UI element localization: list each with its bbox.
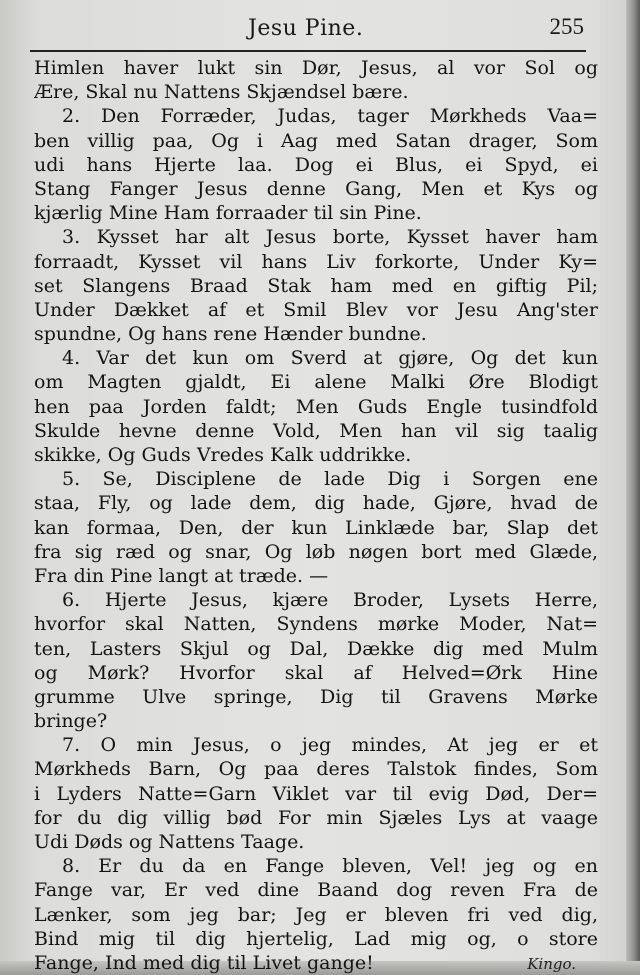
- text-line: Under Dækket af et Smil Blev vor Jesu Ang'ster: [34, 298, 598, 321]
- verse-start-line: 5. Se, Disciplene de lade Dig i Sorgen ene: [62, 468, 598, 491]
- text-line: Mørkheds Barn, Og paa deres Talstok findes, Som: [34, 758, 598, 781]
- text-line: Fange var, Er ved dine Baand dog reven Fra de: [34, 879, 598, 902]
- text-line: forraadt, Kysset vil hans Liv forkorte, Under Ky=: [34, 250, 598, 273]
- text-line: kan formaa, Den, der kun Linklæde bar, Slap det: [34, 516, 598, 539]
- verse-start-line: 2. Den Forræder, Judas, tager Mørkheds Vaa=: [62, 105, 598, 128]
- text-line: kjærlig Mine Ham forraader til sin Pine.: [34, 202, 422, 225]
- text-line: Ære, Skal nu Nattens Skjændsel bære.: [34, 81, 409, 104]
- text-line: bringe?: [34, 710, 108, 733]
- verse-start-line: 4. Var det kun om Sverd at gjøre, Og det kun: [62, 347, 598, 370]
- text-line: Stang Fanger Jesus denne Gang, Men et Kys og: [34, 177, 598, 200]
- text-line: set Slangens Braad Stak ham med en giftig Pil;: [34, 274, 598, 297]
- text-line: Udi Døds og Nattens Taage.: [34, 831, 305, 853]
- text-line: i Lyders Natte=Garn Viklet var til evig Død, Der=: [34, 782, 598, 805]
- text-line: hvorfor skal Natten, Syndens mørke Moder, Nat=: [34, 613, 598, 636]
- author-signature: Kingo.: [527, 954, 576, 973]
- text-line: Skulde hevne denne Vold, Men han vil sig taalig: [34, 419, 598, 442]
- text-line: Fange, Ind med dig til Livet gange!: [34, 951, 374, 974]
- text-line: hen paa Jorden faldt; Men Guds Engle tusindfold: [34, 395, 598, 418]
- text-line: udi hans Hjerte laa. Dog ei Blus, ei Spyd, ei: [34, 153, 598, 176]
- page-header: [30, 14, 590, 48]
- verse-start-line: 6. Hjerte Jesus, kjære Broder, Lysets Herre,: [62, 589, 598, 612]
- verse-start-line: 8. Er du da en Fange bleven, Vel! jeg og en: [62, 855, 598, 878]
- text-line: skikke, Og Guds Vredes Kalk uddrikke.: [34, 444, 412, 466]
- page-number: 255: [549, 14, 584, 39]
- text-line: ten, Lasters Skjul og Dal, Dække dig med Mulm: [34, 637, 598, 660]
- text-line: Lænker, som jeg bar; Jeg er bleven fri ved dig,: [34, 903, 598, 926]
- text-line: staa, Fly, og lade dem, dig hade, Gjøre, hvad de: [34, 492, 598, 515]
- header-rule: [30, 50, 586, 52]
- text-line: og Mørk? Hvorfor skal af Helved=Ørk Hine: [34, 661, 598, 684]
- text-line: grumme Ulve springe, Dig til Gravens Mørke: [34, 685, 598, 708]
- final-line: [34, 951, 598, 975]
- page-edge-right: [626, 0, 640, 975]
- text-line: ben villig paa, Og i Aag med Satan drager, Som: [34, 129, 598, 152]
- text-line: for du dig villig bød For min Sjæles Lys at vaage: [34, 806, 598, 829]
- verse-start-line: 3. Kysset har alt Jesus borte, Kysset haver ham: [62, 226, 598, 249]
- verse-start-line: 7. O min Jesus, o jeg mindes, At jeg er et: [62, 734, 598, 757]
- text-line: fra sig ræd og snar, Og løb nøgen bort med Glæde,: [34, 540, 598, 563]
- text-line: spundne, Og hans rene Hænder bundne.: [34, 323, 427, 346]
- hymn-text: [34, 56, 598, 975]
- text-line: Fra din Pine langt at træde. —: [34, 564, 329, 587]
- text-line: Himlen haver lukt sin Dør, Jesus, al vor Sol og: [34, 57, 598, 79]
- text-line: om Magten gjaldt, Ei alene Malki Øre Blodigt: [34, 371, 598, 394]
- text-line: Bind mig til dig hjertelig, Lad mig og, o store: [34, 927, 598, 950]
- running-head: Jesu Pine.: [248, 16, 364, 41]
